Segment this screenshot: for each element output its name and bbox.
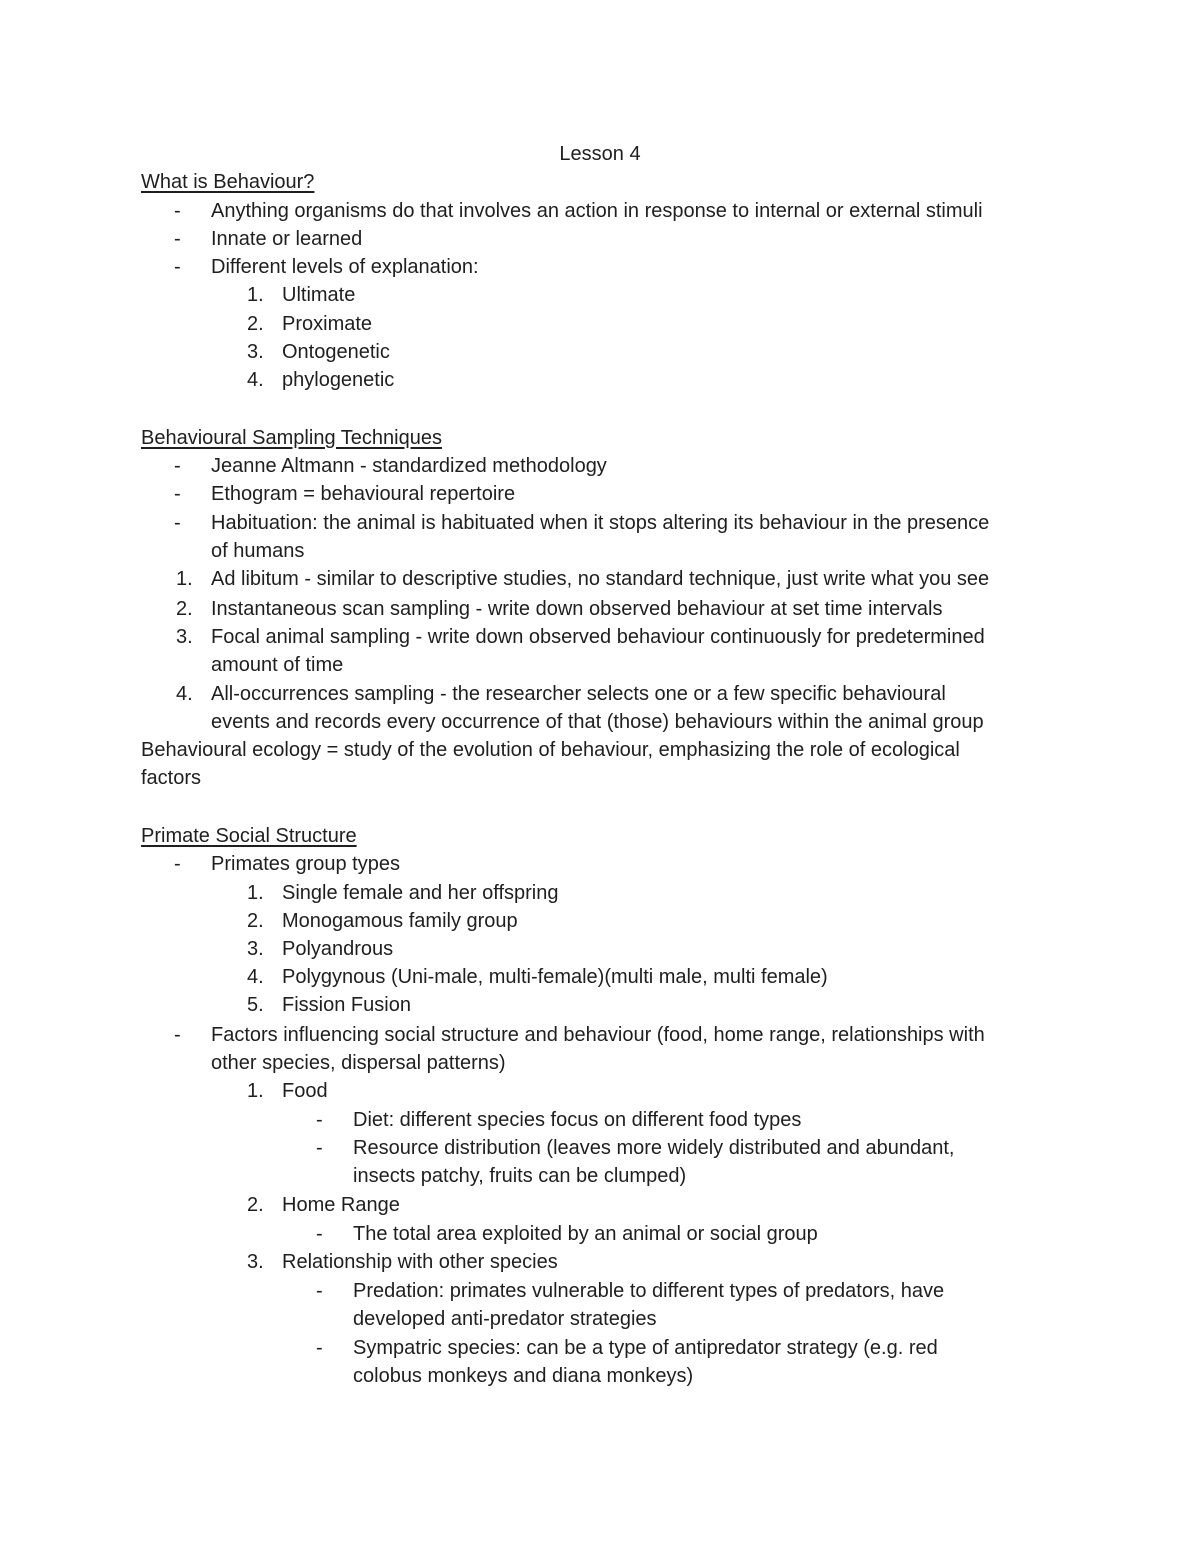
bullet-dash: - <box>316 1280 323 1302</box>
list-number: 1. <box>247 284 264 306</box>
bullet-dash: - <box>174 1024 181 1046</box>
list-number: 1. <box>176 568 193 590</box>
bullet-text: Diet: different species focus on different food types <box>353 1109 802 1131</box>
list-number: 1. <box>247 882 264 904</box>
list-item-text-continued: amount of time <box>211 654 344 676</box>
list-item-text: Home Range <box>282 1194 400 1216</box>
bullet-dash: - <box>316 1337 323 1359</box>
list-item-text: Relationship with other species <box>282 1251 558 1273</box>
list-item-text: Monogamous family group <box>282 910 518 932</box>
section-heading-sampling-techniques: Behavioural Sampling Techniques <box>141 427 442 449</box>
list-item-text-continued: events and records every occurrence of that (those) behaviours within the animal group <box>211 711 984 733</box>
bullet-dash: - <box>174 228 181 250</box>
list-number: 4. <box>176 683 193 705</box>
list-number: 2. <box>247 910 264 932</box>
list-number: 3. <box>247 1251 264 1273</box>
list-number: 3. <box>247 341 264 363</box>
list-number: 3. <box>176 626 193 648</box>
bullet-text: Anything organisms do that involves an action in response to internal or external stimuli <box>211 200 983 222</box>
bullet-dash: - <box>316 1109 323 1131</box>
list-item-text: Proximate <box>282 313 373 335</box>
list-number: 1. <box>247 1080 264 1102</box>
bullet-dash: - <box>174 512 181 534</box>
list-number: 4. <box>247 369 264 391</box>
list-item-text: Ontogenetic <box>282 341 390 363</box>
bullet-text: Predation: primates vulnerable to different types of predators, have <box>353 1280 945 1302</box>
section-heading-what-is-behaviour: What is Behaviour? <box>141 171 315 193</box>
bullet-text-continued: insects patchy, fruits can be clumped) <box>353 1165 687 1187</box>
bullet-dash: - <box>174 853 181 875</box>
list-number: 2. <box>247 1194 264 1216</box>
section-heading-primate-social-structure: Primate Social Structure <box>141 825 357 847</box>
bullet-dash: - <box>174 483 181 505</box>
bullet-text-continued: of humans <box>211 540 305 562</box>
bullet-text-continued: developed anti-predator strategies <box>353 1308 657 1330</box>
bullet-text: The total area exploited by an animal or social group <box>353 1223 818 1245</box>
bullet-dash: - <box>316 1223 323 1245</box>
bullet-text: Resource distribution (leaves more widely distributed and abundant, <box>353 1137 955 1159</box>
page-title: Lesson 4 <box>559 143 641 165</box>
paragraph-text-continued: factors <box>141 767 202 789</box>
bullet-text: Sympatric species: can be a type of antipredator strategy (e.g. red <box>353 1337 938 1359</box>
list-number: 2. <box>176 598 193 620</box>
list-item-text: Food <box>282 1080 328 1102</box>
list-item-text: All-occurrences sampling - the researcher selects one or a few specific behavioural <box>211 683 946 705</box>
bullet-text: Primates group types <box>211 853 400 875</box>
list-number: 2. <box>247 313 264 335</box>
bullet-text: Different levels of explanation: <box>211 256 479 278</box>
list-number: 4. <box>247 966 264 988</box>
bullet-dash: - <box>174 200 181 222</box>
list-item-text: Ad libitum - similar to descriptive studies, no standard technique, just write what you see <box>211 568 990 590</box>
bullet-dash: - <box>316 1137 323 1159</box>
list-item-text: Polygynous (Uni-male, multi-female)(multi male, multi female) <box>282 966 828 988</box>
list-item-text: phylogenetic <box>282 369 395 391</box>
bullet-dash: - <box>174 256 181 278</box>
paragraph-text: Behavioural ecology = study of the evolution of behaviour, emphasizing the role of ecological <box>141 739 960 761</box>
list-item-text: Polyandrous <box>282 938 394 960</box>
list-number: 3. <box>247 938 264 960</box>
bullet-text: Ethogram = behavioural repertoire <box>211 483 516 505</box>
list-item-text: Focal animal sampling - write down observed behaviour continuously for predetermined <box>211 626 985 648</box>
bullet-text: Habituation: the animal is habituated when it stops altering its behaviour in the presence <box>211 512 990 534</box>
bullet-text: Factors influencing social structure and behaviour (food, home range, relationships with <box>211 1024 985 1046</box>
list-number: 5. <box>247 994 264 1016</box>
list-item-text: Instantaneous scan sampling - write down observed behaviour at set time intervals <box>211 598 943 620</box>
list-item-text: Ultimate <box>282 284 356 306</box>
list-item-text: Single female and her offspring <box>282 882 559 904</box>
bullet-dash: - <box>174 455 181 477</box>
bullet-text: Jeanne Altmann - standardized methodology <box>211 455 607 477</box>
bullet-text-continued: other species, dispersal patterns) <box>211 1052 506 1074</box>
bullet-text-continued: colobus monkeys and diana monkeys) <box>353 1365 694 1387</box>
bullet-text: Innate or learned <box>211 228 363 250</box>
list-item-text: Fission Fusion <box>282 994 411 1016</box>
